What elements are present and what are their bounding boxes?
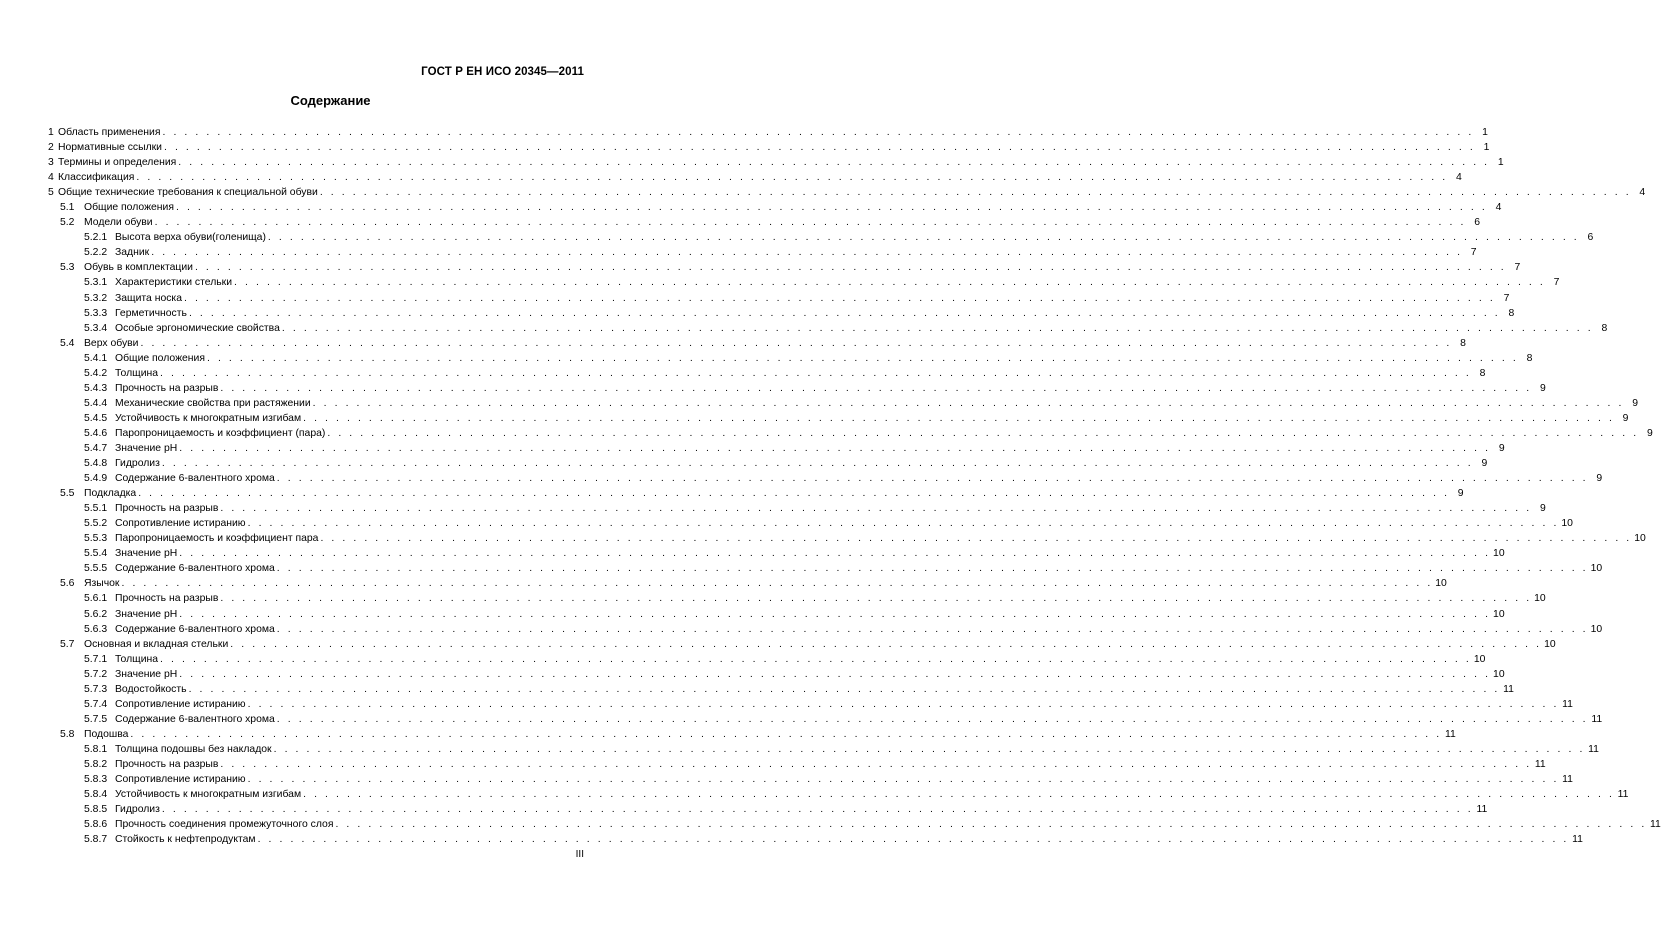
- toc-entry-page: 11: [1534, 758, 1546, 770]
- document-header: ГОСТ Р ЕН ИСО 20345—2011: [421, 66, 584, 78]
- toc-entry-page: 8: [1526, 352, 1533, 364]
- toc-entry-number: 5.5.5: [84, 563, 108, 575]
- toc-dot-leader: . . . . . . . . . . . . . . . . . . . . . . . . . . . . . . . . . . . . . . . . . . . . . . . . . . . . . . . . . . . . . . . . . . . . . . . . . . . . . . . . . . . . . . . . . . . . . . . . . . . . . . . . . . . . . . . . . . . . . . . .: [206, 352, 1519, 364]
- toc-dot-leader: . . . . . . . . . . . . . . . . . . . . . . . . . . . . . . . . . . . . . . . . . . . . . . . . . . . . . . . . . . . . . . . . . . . . . . . . . . . . . . . . . . . . . . . . . . . . . . . . . . . . . . . . . . . . . . . . . . . . . . . .: [160, 653, 1472, 665]
- toc-entry-title: Подкладка: [84, 488, 137, 500]
- toc-entry-number: 5.6.1: [84, 593, 108, 605]
- toc-entry-page: 10: [1544, 638, 1556, 650]
- toc-entry-number: 5.8.4: [84, 789, 108, 801]
- toc-entry-number: 5.4.8: [84, 458, 108, 470]
- toc-entry[interactable]: [48, 230, 1594, 245]
- toc-entry-page: 7: [1553, 277, 1560, 289]
- toc-entry-title: Общие положения: [84, 202, 174, 214]
- toc-entry[interactable]: [48, 170, 1462, 185]
- toc-entry-title: Модели обуви: [84, 217, 153, 229]
- toc-dot-leader: . . . . . . . . . . . . . . . . . . . . . . . . . . . . . . . . . . . . . . . . . . . . . . . . . . . . . . . . . . . . . . . . . . . . . . . . . . . . . . . . . . . . . . . . . . . . . . . . . . . . . . . . . . . . . . . . . . . . . . . .: [327, 427, 1639, 439]
- toc-entry-number: 5.6.3: [84, 623, 108, 635]
- toc-dot-leader: . . . . . . . . . . . . . . . . . . . . . . . . . . . . . . . . . . . . . . . . . . . . . . . . . . . . . . . . . . . . . . . . . . . . . . . . . . . . . . . . . . . . . . . . . . . . . . . . . . . . . . . . . . . . . . . . . . . . . . . .: [276, 713, 1589, 725]
- toc-entry-page: 10: [1590, 623, 1603, 635]
- toc-entry-title: Защита носка: [115, 292, 182, 304]
- toc-entry-number: 5.4.3: [84, 382, 108, 394]
- toc-entry-title: Стойкость к нефтепродуктам: [115, 834, 256, 846]
- toc-entry-title: Содержание 6-валентного хрома: [115, 623, 275, 635]
- toc-entry[interactable]: [48, 456, 1488, 471]
- toc-entry-page: 1: [1483, 142, 1490, 154]
- toc-entry-number: 5.6: [60, 578, 75, 590]
- toc-dot-leader: . . . . . . . . . . . . . . . . . . . . . . . . . . . . . . . . . . . . . . . . . . . . . . . . . . . . . . . . . . . . . . . . . . . . . . . . . . . . . . . . . . . . . . . . . . . . . . . . . . . . . . . . . . . . . . . . . . . . . . . .: [188, 307, 1501, 319]
- toc-entry-number: 5.3.1: [84, 277, 108, 289]
- toc-entry-title: Содержание 6-валентного хрома: [115, 713, 275, 725]
- toc-entry-page: 10: [1493, 608, 1505, 620]
- toc-dot-leader: . . . . . . . . . . . . . . . . . . . . . . . . . . . . . . . . . . . . . . . . . . . . . . . . . . . . . . . . . . . . . . . . . . . . . . . . . . . . . . . . . . . . . . . . . . . . . . . . . . . . . . . . . . . . . . . . . . . . . . . .: [276, 473, 1589, 485]
- toc-entry[interactable]: [48, 140, 1490, 155]
- toc-entry-number: 5.2.2: [84, 247, 108, 259]
- toc-entry-page: 10: [1561, 518, 1573, 530]
- toc-entry-page: 6: [1587, 232, 1594, 244]
- toc-entry[interactable]: [48, 576, 1447, 591]
- toc-entry-number: 5.4.9: [84, 473, 108, 485]
- toc-dot-leader: . . . . . . . . . . . . . . . . . . . . . . . . . . . . . . . . . . . . . . . . . . . . . . . . . . . . . . . . . . . . . . . . . . . . . . . . . . . . . . . . . . . . . . . . . . . . . . . . . . . . . . . . . . . . . . . . . . . . . . . .: [273, 743, 1585, 755]
- toc-entry-page: 10: [1493, 668, 1505, 680]
- toc-entry-title: Паропроницаемость и коэффициент (пара): [115, 427, 326, 439]
- toc-entry-page: 11: [1562, 774, 1573, 786]
- toc-entry-page: 11: [1476, 804, 1488, 816]
- toc-dot-leader: . . . . . . . . . . . . . . . . . . . . . . . . . . . . . . . . . . . . . . . . . . . . . . . . . . . . . . . . . . . . . . . . . . . . . . . . . . . . . . . . . . . . . . . . . . . . . . . . . . . . . . . . . . . . . . . . . . . . . . . .: [151, 247, 1463, 259]
- toc-dot-leader: . . . . . . . . . . . . . . . . . . . . . . . . . . . . . . . . . . . . . . . . . . . . . . . . . . . . . . . . . . . . . . . . . . . . . . . . . . . . . . . . . . . . . . . . . . . . . . . . . . . . . . . . . . . . . . . . . . . . . . . .: [276, 623, 1589, 635]
- toc-dot-leader: . . . . . . . . . . . . . . . . . . . . . . . . . . . . . . . . . . . . . . . . . . . . . . . . . . . . . . . . . . . . . . . . . . . . . . . . . . . . . . . . . . . . . . . . . . . . . . . . . . . . . . . . . . . . . . . . . . . . . . . .: [335, 819, 1647, 831]
- toc-entry[interactable]: [48, 727, 1456, 742]
- toc-entry-title: Гидролиз: [115, 458, 160, 470]
- toc-entry-title: Верх обуви: [84, 337, 139, 349]
- toc-entry-title: Особые эргономические свойства: [115, 322, 280, 334]
- toc-dot-leader: . . . . . . . . . . . . . . . . . . . . . . . . . . . . . . . . . . . . . . . . . . . . . . . . . . . . . . . . . . . . . . . . . . . . . . . . . . . . . . . . . . . . . . . . . . . . . . . . . . . . . . . . . . . . . . . . . . . . . . . .: [179, 442, 1491, 454]
- toc-entry-page: 8: [1601, 322, 1608, 334]
- toc-entry-number: 5.5.2: [84, 518, 108, 530]
- toc-entry-number: 5.7.2: [84, 668, 108, 680]
- toc-entry-page: 11: [1650, 819, 1661, 831]
- toc-entry-title: Значение pH: [115, 668, 178, 680]
- toc-entry[interactable]: [48, 697, 1573, 712]
- toc-entry[interactable]: [48, 832, 1583, 847]
- toc-dot-leader: . . . . . . . . . . . . . . . . . . . . . . . . . . . . . . . . . . . . . . . . . . . . . . . . . . . . . . . . . . . . . . . . . . . . . . . . . . . . . . . . . . . . . . . . . . . . . . . . . . . . . . . . . . . . . . . . . . . . . . . .: [163, 142, 1476, 154]
- toc-entry-page: 1: [1482, 127, 1488, 138]
- toc-entry[interactable]: [48, 441, 1505, 456]
- toc-entry-title: Устойчивость к многократным изгибам: [115, 412, 302, 424]
- toc-entry[interactable]: [48, 802, 1488, 817]
- toc-entry-number: 5.5.3: [84, 533, 108, 545]
- toc-entry-title: Прочность на разрыв: [115, 593, 219, 605]
- toc-entry-title: Содержание 6-валентного хрома: [115, 473, 275, 485]
- toc-entry[interactable]: [48, 742, 1599, 757]
- toc-entry[interactable]: [48, 200, 1502, 215]
- toc-entry-title: Сопротивление истиранию: [115, 774, 246, 786]
- toc-entry-title: Гидролиз: [115, 804, 160, 816]
- toc-dot-leader: . . . . . . . . . . . . . . . . . . . . . . . . . . . . . . . . . . . . . . . . . . . . . . . . . . . . . . . . . . . . . . . . . . . . . . . . . . . . . . . . . . . . . . . . . . . . . . . . . . . . . . . . . . . . . . . . . . . . . . . .: [161, 804, 1474, 816]
- toc-entry[interactable]: [48, 426, 1653, 441]
- toc-dot-leader: . . . . . . . . . . . . . . . . . . . . . . . . . . . . . . . . . . . . . . . . . . . . . . . . . . . . . . . . . . . . . . . . . . . . . . . . . . . . . . . . . . . . . . . . . . . . . . . . . . . . . . . . . . . . . . . . . . . . . . . .: [130, 728, 1442, 740]
- toc-entry-number: 5.8.6: [84, 819, 108, 831]
- toc-entry-number: 5.4.6: [84, 427, 108, 439]
- toc-entry[interactable]: [48, 381, 1546, 396]
- toc-dot-leader: . . . . . . . . . . . . . . . . . . . . . . . . . . . . . . . . . . . . . . . . . . . . . . . . . . . . . . . . . . . . . . . . . . . . . . . . . . . . . . . . . . . . . . . . . . . . . . . . . . . . . . . . . . . . . . . . . . . . . . . .: [303, 412, 1615, 424]
- toc-dot-leader: . . . . . . . . . . . . . . . . . . . . . . . . . . . . . . . . . . . . . . . . . . . . . . . . . . . . . . . . . . . . . . . . . . . . . . . . . . . . . . . . . . . . . . . . . . . . . . . . . . . . . . . . . . . . . . . . . . . . . . . .: [234, 277, 1546, 289]
- toc-entry-page: 10: [1435, 578, 1447, 590]
- toc-entry[interactable]: [48, 652, 1486, 667]
- toc-dot-leader: . . . . . . . . . . . . . . . . . . . . . . . . . . . . . . . . . . . . . . . . . . . . . . . . . . . . . . . . . . . . . . . . . . . . . . . . . . . . . . . . . . . . . . . . . . . . . . . . . . . . . . . . . . . . . . . . . . . . . . . .: [140, 337, 1452, 349]
- toc-entry-number: 5.2: [60, 217, 75, 229]
- toc-dot-leader: . . . . . . . . . . . . . . . . . . . . . . . . . . . . . . . . . . . . . . . . . . . . . . . . . . . . . . . . . . . . . . . . . . . . . . . . . . . . . . . . . . . . . . . . . . . . . . . . . . . . . . . . . . . . . . . . . . . . . . . .: [247, 518, 1559, 530]
- toc-entry-page: 9: [1596, 473, 1603, 485]
- toc-dot-leader: . . . . . . . . . . . . . . . . . . . . . . . . . . . . . . . . . . . . . . . . . . . . . . . . . . . . . . . . . . . . . . . . . . . . . . . . . . . . . . . . . . . . . . . . . . . . . . . . . . . . . . . . . . . . . . . . . . . . . . . .: [121, 578, 1433, 590]
- toc-dot-leader: . . . . . . . . . . . . . . . . . . . . . . . . . . . . . . . . . . . . . . . . . . . . . . . . . . . . . . . . . . . . . . . . . . . . . . . . . . . . . . . . . . . . . . . . . . . . . . . . . . . . . . . . . . . . . . . . . . . . . . . .: [179, 608, 1491, 620]
- toc-entry-number: 1: [48, 127, 54, 138]
- toc-entry-page: 8: [1508, 307, 1515, 319]
- toc-entry-number: 5: [48, 187, 54, 199]
- toc-entry[interactable]: [48, 125, 1488, 140]
- toc-entry[interactable]: [48, 366, 1486, 381]
- toc-entry-title: Общие положения: [115, 352, 205, 364]
- toc-entry-page: 11: [1503, 683, 1514, 695]
- toc-dot-leader: . . . . . . . . . . . . . . . . . . . . . . . . . . . . . . . . . . . . . . . . . . . . . . . . . . . . . . . . . . . . . . . . . . . . . . . . . . . . . . . . . . . . . . . . . . . . . . . . . . . . . . . . . . . . . . . . . . . . . . . .: [303, 789, 1615, 801]
- toc-dot-leader: . . . . . . . . . . . . . . . . . . . . . . . . . . . . . . . . . . . . . . . . . . . . . . . . . . . . . . . . . . . . . . . . . . . . . . . . . . . . . . . . . . . . . . . . . . . . . . . . . . . . . . . . . . . . . . . . . . . . . . . .: [178, 157, 1490, 169]
- toc-entry-number: 5.5.1: [84, 503, 108, 515]
- toc-entry[interactable]: [48, 712, 1603, 727]
- toc-entry-number: 5.3.2: [84, 292, 108, 304]
- toc-entry-title: Общие технические требования к специальной обуви: [58, 187, 318, 199]
- toc-entry-number: 5.1: [60, 202, 75, 214]
- toc-entry[interactable]: [48, 396, 1639, 411]
- toc-dot-leader: . . . . . . . . . . . . . . . . . . . . . . . . . . . . . . . . . . . . . . . . . . . . . . . . . . . . . . . . . . . . . . . . . . . . . . . . . . . . . . . . . . . . . . . . . . . . . . . . . . . . . . . . . . . . . . . . . . . . . . . .: [220, 593, 1532, 605]
- toc-dot-leader: . . . . . . . . . . . . . . . . . . . . . . . . . . . . . . . . . . . . . . . . . . . . . . . . . . . . . . . . . . . . . . . . . . . . . . . . . . . . . . . . . . . . . . . . . . . . . . . . . . . . . . . . . . . . . . . . . . . . . . . .: [136, 172, 1448, 184]
- toc-dot-leader: . . . . . . . . . . . . . . . . . . . . . . . . . . . . . . . . . . . . . . . . . . . . . . . . . . . . . . . . . . . . . . . . . . . . . . . . . . . . . . . . . . . . . . . . . . . . . . . . . . . . . . . . . . . . . . . . . . . . . . . .: [257, 834, 1569, 846]
- toc-dot-leader: . . . . . . . . . . . . . . . . . . . . . . . . . . . . . . . . . . . . . . . . . . . . . . . . . . . . . . . . . . . . . . . . . . . . . . . . . . . . . . . . . . . . . . . . . . . . . . . . . . . . . . . . . . . . . . . . . . . . . . . .: [220, 382, 1532, 394]
- toc-dot-leader: . . . . . . . . . . . . . . . . . . . . . . . . . . . . . . . . . . . . . . . . . . . . . . . . . . . . . . . . . . . . . . . . . . . . . . . . . . . . . . . . . . . . . . . . . . . . . . . . . . . . . . . . . . . . . . . . . . . . . . . .: [230, 638, 1542, 650]
- toc-dot-leader: . . . . . . . . . . . . . . . . . . . . . . . . . . . . . . . . . . . . . . . . . . . . . . . . . . . . . . . . . . . . . . . . . . . . . . . . . . . . . . . . . . . . . . . . . . . . . . . . . . . . . . . . . . . . . . . . . . . . . . . .: [267, 232, 1580, 244]
- toc-entry-page: 7: [1514, 262, 1521, 274]
- toc-entry[interactable]: [48, 275, 1560, 290]
- toc-dot-leader: . . . . . . . . . . . . . . . . . . . . . . . . . . . . . . . . . . . . . . . . . . . . . . . . . . . . . . . . . . . . . . . . . . . . . . . . . . . . . . . . . . . . . . . . . . . . . . . . . . . . . . . . . . . . . . . . . . . . . . . .: [154, 217, 1466, 229]
- toc-entry-page: 11: [1444, 728, 1456, 740]
- toc-entry[interactable]: [48, 260, 1521, 275]
- toc-entry-page: 8: [1460, 337, 1466, 349]
- toc-entry-number: 5.4.7: [84, 442, 108, 454]
- toc-entry-page: 6: [1474, 217, 1480, 229]
- toc-dot-leader: . . . . . . . . . . . . . . . . . . . . . . . . . . . . . . . . . . . . . . . . . . . . . . . . . . . . . . . . . . . . . . . . . . . . . . . . . . . . . . . . . . . . . . . . . . . . . . . . . . . . . . . . . . . . . . . . . . . . . . . .: [276, 563, 1589, 575]
- toc-dot-leader: . . . . . . . . . . . . . . . . . . . . . . . . . . . . . . . . . . . . . . . . . . . . . . . . . . . . . . . . . . . . . . . . . . . . . . . . . . . . . . . . . . . . . . . . . . . . . . . . . . . . . . . . . . . . . . . . . . . . . . . .: [175, 202, 1488, 214]
- toc-entry[interactable]: [48, 531, 1646, 546]
- toc-entry[interactable]: [48, 682, 1514, 697]
- toc-entry-page: 10: [1493, 548, 1505, 560]
- toc-entry-title: Водостойкость: [115, 683, 187, 695]
- toc-entry[interactable]: [48, 291, 1510, 306]
- toc-entry-title: Сопротивление истиранию: [115, 698, 246, 710]
- toc-entry[interactable]: [48, 411, 1629, 426]
- toc-entry-title: Толщина: [115, 367, 159, 379]
- toc-entry-page: 11: [1572, 834, 1583, 846]
- toc-entry-title: Подошва: [84, 728, 129, 740]
- toc-entry-title: Значение pH: [115, 442, 178, 454]
- toc-entry[interactable]: [48, 561, 1603, 576]
- toc-entry-number: 5.7: [60, 638, 75, 650]
- toc-entry[interactable]: [48, 607, 1505, 622]
- toc-entry[interactable]: [48, 591, 1546, 606]
- toc-entry[interactable]: [48, 471, 1603, 486]
- toc-entry-number: 5.4.2: [84, 367, 108, 379]
- toc-entry-page: 9: [1498, 442, 1505, 454]
- toc-entry[interactable]: [48, 215, 1480, 230]
- toc-entry-title: Значение pH: [115, 608, 178, 620]
- toc-dot-leader: . . . . . . . . . . . . . . . . . . . . . . . . . . . . . . . . . . . . . . . . . . . . . . . . . . . . . . . . . . . . . . . . . . . . . . . . . . . . . . . . . . . . . . . . . . . . . . . . . . . . . . . . . . . . . . . . . . . . . . . .: [319, 187, 1632, 199]
- toc-entry-title: Характеристики стельки: [115, 277, 233, 289]
- toc-entry-title: Механические свойства при растяжении: [115, 397, 311, 409]
- toc-entry-number: 5.7.1: [84, 653, 108, 665]
- toc-entry-page: 9: [1539, 382, 1546, 394]
- toc-entry-number: 5.3: [60, 262, 75, 274]
- toc-entry-title: Обувь в комплектации: [84, 262, 193, 274]
- toc-entry-page: 10: [1590, 563, 1603, 575]
- toc-entry-title: Высота верха обуви(голенища): [115, 232, 266, 244]
- toc-dot-leader: . . . . . . . . . . . . . . . . . . . . . . . . . . . . . . . . . . . . . . . . . . . . . . . . . . . . . . . . . . . . . . . . . . . . . . . . . . . . . . . . . . . . . . . . . . . . . . . . . . . . . . . . . . . . . . . . . . . . . . . .: [247, 698, 1559, 710]
- toc-entry[interactable]: [48, 351, 1533, 366]
- toc-entry-title: Прочность на разрыв: [115, 503, 219, 515]
- toc-dot-leader: . . . . . . . . . . . . . . . . . . . . . . . . . . . . . . . . . . . . . . . . . . . . . . . . . . . . . . . . . . . . . . . . . . . . . . . . . . . . . . . . . . . . . . . . . . . . . . . . . . . . . . . . . . . . . . . . . . . . . . . .: [194, 262, 1507, 274]
- toc-entry-number: 5.8.1: [84, 743, 108, 755]
- toc-entry-number: 5.3.4: [84, 322, 108, 334]
- toc-entry[interactable]: [48, 622, 1603, 637]
- toc-entry-title: Толщина подошвы без накладок: [115, 743, 272, 755]
- toc-entry-title: Классификация: [58, 172, 135, 184]
- toc-entry-number: 5.4.5: [84, 412, 108, 424]
- toc-dot-leader: . . . . . . . . . . . . . . . . . . . . . . . . . . . . . . . . . . . . . . . . . . . . . . . . . . . . . . . . . . . . . . . . . . . . . . . . . . . . . . . . . . . . . . . . . . . . . . . . . . . . . . . . . . . . . . . . . . . . . . . .: [220, 758, 1532, 770]
- toc-entry-title: Нормативные ссылки: [58, 142, 162, 154]
- toc-dot-leader: . . . . . . . . . . . . . . . . . . . . . . . . . . . . . . . . . . . . . . . . . . . . . . . . . . . . . . . . . . . . . . . . . . . . . . . . . . . . . . . . . . . . . . . . . . . . . . . . . . . . . . . . . . . . . . . . . . . . . . . .: [179, 668, 1491, 680]
- toc-entry-page: 11: [1588, 743, 1599, 755]
- toc-dot-leader: . . . . . . . . . . . . . . . . . . . . . . . . . . . . . . . . . . . . . . . . . . . . . . . . . . . . . . . . . . . . . . . . . . . . . . . . . . . . . . . . . . . . . . . . . . . . . . . . . . . . . . . . . . . . . . . . . . . . . . . .: [281, 322, 1594, 334]
- toc-entry-number: 5.3.3: [84, 307, 108, 319]
- toc-dot-leader: . . . . . . . . . . . . . . . . . . . . . . . . . . . . . . . . . . . . . . . . . . . . . . . . . . . . . . . . . . . . . . . . . . . . . . . . . . . . . . . . . . . . . . . . . . . . . . . . . . . . . . . . . . . . . . . . . . . . . . . .: [220, 503, 1532, 515]
- toc-entry[interactable]: [48, 817, 1661, 832]
- toc-entry[interactable]: [48, 321, 1608, 336]
- toc-entry-page: 9: [1632, 397, 1639, 409]
- toc-entry-title: Термины и определения: [58, 157, 177, 169]
- toc-entry-page: 1: [1497, 157, 1504, 169]
- toc-entry-title: Задник: [115, 247, 150, 259]
- toc-entry-page: 11: [1617, 789, 1629, 801]
- toc-entry-page: 9: [1457, 488, 1464, 500]
- toc-entry-number: 5.8.5: [84, 804, 108, 816]
- toc-entry[interactable]: [48, 637, 1556, 652]
- toc-entry-title: Толщина: [115, 653, 159, 665]
- toc-entry[interactable]: [48, 306, 1515, 321]
- toc-entry-number: 2: [48, 142, 54, 154]
- toc-dot-leader: . . . . . . . . . . . . . . . . . . . . . . . . . . . . . . . . . . . . . . . . . . . . . . . . . . . . . . . . . . . . . . . . . . . . . . . . . . . . . . . . . . . . . . . . . . . . . . . . . . . . . . . . . . . . . . . . . . . . . . . .: [160, 367, 1472, 379]
- toc-entry-title: Сопротивление истиранию: [115, 518, 246, 530]
- toc-entry[interactable]: [48, 245, 1477, 260]
- toc-entry[interactable]: [48, 787, 1629, 802]
- toc-dot-leader: . . . . . . . . . . . . . . . . . . . . . . . . . . . . . . . . . . . . . . . . . . . . . . . . . . . . . . . . . . . . . . . . . . . . . . . . . . . . . . . . . . . . . . . . . . . . . . . . . . . . . . . . . . . . . . . . . . . . . . . .: [312, 397, 1625, 409]
- toc-entry-page: 9: [1481, 458, 1488, 470]
- toc-entry-page: 4: [1455, 172, 1462, 184]
- toc-entry-number: 5.8.3: [84, 774, 108, 786]
- toc-entry-title: Основная и вкладная стельки: [84, 638, 229, 650]
- toc-entry-page: 10: [1634, 533, 1646, 545]
- toc-entry-title: Прочность соединения промежуточного слоя: [115, 819, 334, 831]
- toc-dot-leader: . . . . . . . . . . . . . . . . . . . . . . . . . . . . . . . . . . . . . . . . . . . . . . . . . . . . . . . . . . . . . . . . . . . . . . . . . . . . . . . . . . . . . . . . . . . . . . . . . . . . . . . . . . . . . . . . . . . . . . . .: [162, 127, 1474, 138]
- toc-entry-number: 3: [48, 157, 54, 169]
- toc-entry[interactable]: [48, 501, 1546, 516]
- toc-dot-leader: . . . . . . . . . . . . . . . . . . . . . . . . . . . . . . . . . . . . . . . . . . . . . . . . . . . . . . . . . . . . . . . . . . . . . . . . . . . . . . . . . . . . . . . . . . . . . . . . . . . . . . . . . . . . . . . . . . . . . . . .: [188, 683, 1500, 695]
- toc-entry-page: 7: [1470, 247, 1477, 259]
- toc-entry-title: Герметичность: [115, 307, 187, 319]
- toc-entry[interactable]: [48, 185, 1646, 200]
- toc-entry-number: 5.5.4: [84, 548, 108, 560]
- toc-entry-title: Паропроницаемость и коэффициент пара: [115, 533, 319, 545]
- toc-entry-number: 5.4.4: [84, 397, 108, 409]
- toc-entry-page: 7: [1503, 292, 1510, 304]
- toc-entry-page: 4: [1495, 202, 1502, 214]
- toc-dot-leader: . . . . . . . . . . . . . . . . . . . . . . . . . . . . . . . . . . . . . . . . . . . . . . . . . . . . . . . . . . . . . . . . . . . . . . . . . . . . . . . . . . . . . . . . . . . . . . . . . . . . . . . . . . . . . . . . . . . . . . . .: [183, 292, 1496, 304]
- toc-entry-page: 11: [1562, 698, 1573, 710]
- toc-entry-title: Язычок: [84, 578, 120, 590]
- toc-entry-number: 5.8.7: [84, 834, 108, 846]
- toc-entry-number: 5.4: [60, 337, 75, 349]
- toc-entry[interactable]: [48, 336, 1466, 351]
- toc-entry-number: 4: [48, 172, 54, 184]
- toc-entry-number: 5.8.2: [84, 758, 108, 770]
- toc-entry-page: 9: [1646, 427, 1653, 439]
- toc-entry-title: Значение pH: [115, 548, 178, 560]
- toc-entry-number: 5.5: [60, 488, 75, 500]
- table-of-contents: [48, 125, 1661, 847]
- toc-entry-number: 5.7.4: [84, 698, 108, 710]
- toc-entry-title: Содержание 6-валентного хрома: [115, 563, 275, 575]
- toc-entry-title: Прочность на разрыв: [115, 382, 219, 394]
- toc-dot-leader: . . . . . . . . . . . . . . . . . . . . . . . . . . . . . . . . . . . . . . . . . . . . . . . . . . . . . . . . . . . . . . . . . . . . . . . . . . . . . . . . . . . . . . . . . . . . . . . . . . . . . . . . . . . . . . . . . . . . . . . .: [247, 774, 1559, 786]
- toc-dot-leader: . . . . . . . . . . . . . . . . . . . . . . . . . . . . . . . . . . . . . . . . . . . . . . . . . . . . . . . . . . . . . . . . . . . . . . . . . . . . . . . . . . . . . . . . . . . . . . . . . . . . . . . . . . . . . . . . . . . . . . . .: [161, 458, 1474, 470]
- toc-entry[interactable]: [48, 155, 1504, 170]
- toc-entry-page: 9: [1539, 503, 1546, 515]
- toc-entry-title: Прочность на разрыв: [115, 758, 219, 770]
- toc-entry[interactable]: [48, 772, 1573, 787]
- toc-entry-number: 5.4.1: [84, 352, 108, 364]
- toc-dot-leader: . . . . . . . . . . . . . . . . . . . . . . . . . . . . . . . . . . . . . . . . . . . . . . . . . . . . . . . . . . . . . . . . . . . . . . . . . . . . . . . . . . . . . . . . . . . . . . . . . . . . . . . . . . . . . . . . . . . . . . . .: [320, 533, 1632, 545]
- toc-entry-page: 4: [1639, 187, 1646, 199]
- toc-entry[interactable]: [48, 546, 1505, 561]
- toc-entry[interactable]: [48, 486, 1464, 501]
- toc-entry-page: 10: [1534, 593, 1546, 605]
- toc-entry[interactable]: [48, 667, 1505, 682]
- toc-entry-number: 5.8: [60, 728, 75, 740]
- toc-entry-number: 5.6.2: [84, 608, 108, 620]
- toc-entry-page: 8: [1479, 367, 1486, 379]
- toc-entry-page: 9: [1622, 412, 1629, 424]
- toc-entry-title: Область применения: [58, 127, 161, 138]
- toc-entry-number: 5.7.3: [84, 683, 108, 695]
- toc-title: Содержание: [290, 93, 371, 108]
- page-number: III: [575, 849, 584, 860]
- toc-entry-number: 5.2.1: [84, 232, 108, 244]
- toc-entry-page: 10: [1473, 653, 1486, 665]
- toc-dot-leader: . . . . . . . . . . . . . . . . . . . . . . . . . . . . . . . . . . . . . . . . . . . . . . . . . . . . . . . . . . . . . . . . . . . . . . . . . . . . . . . . . . . . . . . . . . . . . . . . . . . . . . . . . . . . . . . . . . . . . . . .: [179, 548, 1491, 560]
- toc-entry-number: 5.7.5: [84, 713, 108, 725]
- toc-dot-leader: . . . . . . . . . . . . . . . . . . . . . . . . . . . . . . . . . . . . . . . . . . . . . . . . . . . . . . . . . . . . . . . . . . . . . . . . . . . . . . . . . . . . . . . . . . . . . . . . . . . . . . . . . . . . . . . . . . . . . . . .: [138, 488, 1450, 500]
- toc-entry[interactable]: [48, 757, 1546, 772]
- toc-entry[interactable]: [48, 516, 1573, 531]
- toc-entry-title: Устойчивость к многократным изгибам: [115, 789, 302, 801]
- toc-entry-page: 11: [1591, 713, 1603, 725]
